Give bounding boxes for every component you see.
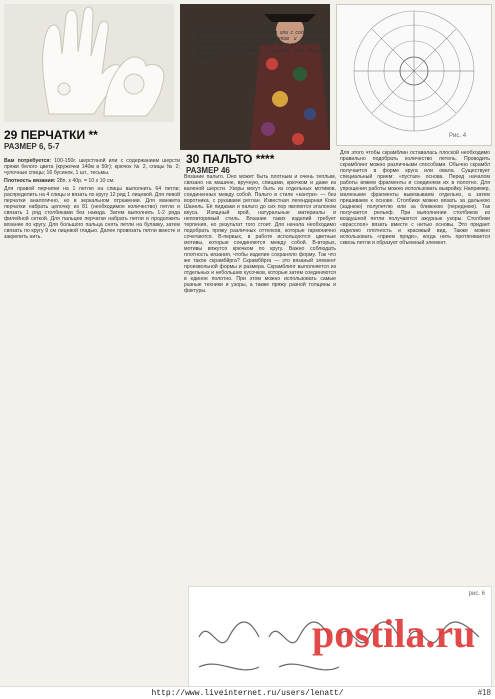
crochet-diagram (336, 4, 492, 146)
coat-title-block (186, 152, 326, 175)
ris4-label: Рис. 4 (449, 133, 467, 139)
gloves-photo (4, 4, 174, 122)
footer-url-text[interactable]: http://www.liveinternet.ru/users/lenatt/ (151, 688, 344, 698)
page-mark: #18 (477, 688, 491, 697)
right-article-column: Для этого чтобы скрамблин оставалась плоской необходимо правильно подобрать количество петель. Проводить скрамблинг можно различными способами. Обычно скрамбл получается в форме круга или овала. Существует специальный прием: «пустая» основа. Перед началом работы вяжем фрагменты и соединяем их в полотно. Для упрощения работы можно использовать выкройку. Например, маленькие фрагменты вывязываем отдельно, а затем пришиваем к основе. Столбики можно вязать за дальнюю (заднюю) полупетлю или за ближнюю (переднюю). Так получается рельеф. При выполнении столбиков из воздушной петли получаются ажурные узоры. Столбики «врасслоя» вязать вместе с нитью основы. Это придает изделию плотность и красивый вид. Также можно использовать «прием пряди», когда нить протягивается сквозь петли и образует объемный элемент. (340, 150, 490, 246)
middle-article-column: Вязание пальто. Оно может быть плотным и очень теплым, связано на машине, вручную, спицами, крючком и даже из валеной шерсти. Узоры могут быть из отдельных мотивов, соединенных между собой. Пальто в стиле «кантри» — без воротника, с рукавами реглан. Известная легендарная Коко Шанель. Её пиджаки и пальто до сих пор являются эталоном вкуса. Изящный крой, натуральные материалы и неповторимый стиль. Вязание таких изделий требует терпения, но результат того стоит. Для начала необходимо подобрать пряжу различных оттенков, которые гармонично сочетаются. В-первых, в работе используются цветные мотивы, которые соединяются между собой. В-вторых, мотивы вяжутся крючком по кругу. Важно соблюдать плотность вязания, чтобы изделие сохраняло форму. Так что же такое скрамбйрга? Скрамбйрга — это вязаный элемент произвольной формы и размера. Скрамблинг выполняется из отдельных и небольших кусочков, которые затем соединяются в единое полотно. При этом можно использовать самые разные техники и узоры, а также пряжу разной толщины и фактуры. (184, 174, 336, 294)
coat-number: 30 (186, 152, 200, 166)
watermark: postila.ru (312, 611, 476, 656)
coat-size: РАЗМЕР 46 (186, 166, 230, 175)
coat-title: ПАЛЬТО (202, 152, 253, 166)
gloves-instructions: Вам потребуется: 100-150г. шерстяной или с содержанием шерсти пряжи белого цвета (кружочки 140м в 50г); крючок № 2, спицы № 2; чулочные спицы; 16 бусинок, 1 шт., тесьмы. Плотность вязания: 28п. х 40р. = 10 х 10 см. Для правой перчатки на 1 петлю на спицы выполнить 64 петли; распределить на 4 спицы и вязать по кругу 12 ряд 1 лицевой. Для левой перчатки аналогично, но в зеркальном отражении. Для манжета перчатки набрать цепочку из 81 (необходимое количество) петли и связать 1 ряд столбиками без накида. Затем выполнить 1-2 ряда филейной сеткой. Для пальцев перчатки набрать петли и продолжить вязание по кругу. Для большого пальца снять петли на булавку, затем связать по кругу 9 см лицевой гладью. Далее провязать петли вместе и закрепить нить. (4, 158, 180, 240)
ris6-label: рис. 6 (468, 591, 485, 597)
gloves-number: 29 (4, 128, 18, 142)
coat-stars: **** (255, 152, 275, 166)
footer-url[interactable] (0, 686, 495, 699)
coat-materials: Вам потребуется: шерстяная или с содержанием шерсти пряжи различных цветов и оттенков; сочетающаяся между собой, крючок № 2-2,5, декоративные пуговицы и крючки для верхней одежды (196, 30, 328, 60)
crochet-diagram-graphic (337, 5, 491, 145)
gloves-title: ПЕРЧАТКИ (20, 128, 86, 142)
gloves-illustration (4, 4, 174, 122)
gloves-size: РАЗМЕР 6, 5-7 (4, 142, 60, 151)
gloves-title-block (4, 128, 174, 151)
gloves-stars: ** (88, 128, 98, 142)
